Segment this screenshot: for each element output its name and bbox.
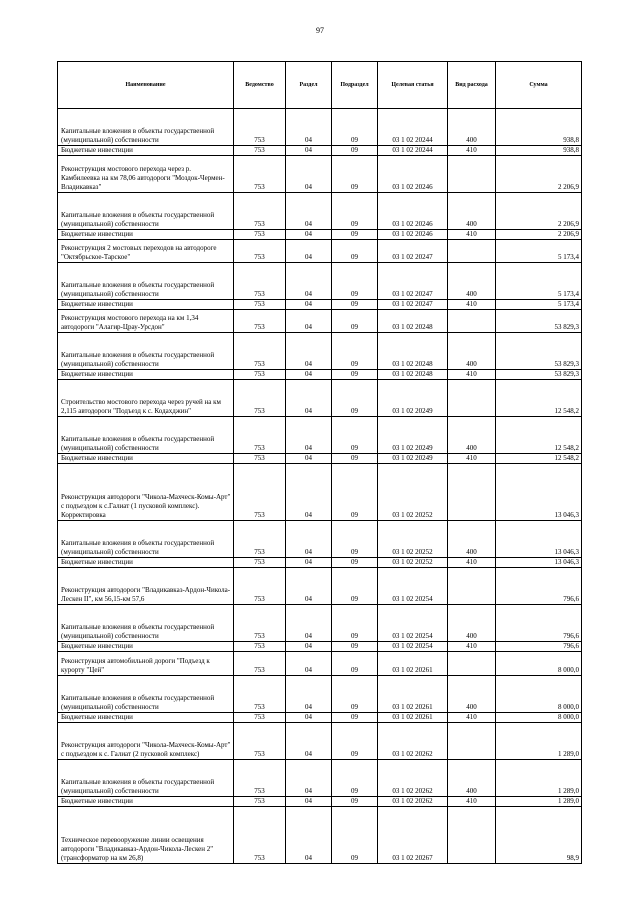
cell-section: 04 — [286, 605, 332, 642]
header-subsection: Подраздел — [332, 62, 378, 109]
cell-dept: 753 — [234, 417, 286, 454]
cell-name: Капитальные вложения в объекты государственной (муниципальной) собственности — [58, 760, 234, 797]
cell-section: 04 — [286, 464, 332, 521]
cell-type: 410 — [448, 300, 496, 310]
cell-section: 04 — [286, 300, 332, 310]
cell-dept: 753 — [234, 193, 286, 230]
cell-target: 03 1 02 20247 — [378, 300, 448, 310]
cell-subsection: 09 — [332, 193, 378, 230]
table-header-row — [58, 62, 582, 109]
cell-type: 410 — [448, 558, 496, 568]
cell-subsection: 09 — [332, 230, 378, 240]
cell-dept: 753 — [234, 807, 286, 864]
cell-subsection: 09 — [332, 263, 378, 300]
cell-target: 03 1 02 20254 — [378, 605, 448, 642]
cell-target: 03 1 02 20244 — [378, 109, 448, 146]
cell-sum: 938,8 — [496, 146, 582, 156]
header-expense-type: Вид расхода — [448, 62, 496, 109]
cell-sum: 12 548,2 — [496, 454, 582, 464]
cell-section: 04 — [286, 240, 332, 263]
cell-name: Капитальные вложения в объекты государственной (муниципальной) собственности — [58, 521, 234, 558]
cell-subsection: 09 — [332, 310, 378, 333]
cell-subsection: 09 — [332, 676, 378, 713]
cell-section: 04 — [286, 797, 332, 807]
cell-type: 400 — [448, 676, 496, 713]
cell-dept: 753 — [234, 568, 286, 605]
cell-name: Бюджетные инвестиции — [58, 230, 234, 240]
cell-subsection: 09 — [332, 370, 378, 380]
cell-section: 04 — [286, 333, 332, 370]
cell-name: Капитальные вложения в объекты государственной (муниципальной) собственности — [58, 676, 234, 713]
budget-table — [57, 61, 582, 864]
cell-subsection: 09 — [332, 156, 378, 193]
cell-section: 04 — [286, 370, 332, 380]
cell-dept: 753 — [234, 605, 286, 642]
cell-sum: 1 289,0 — [496, 760, 582, 797]
cell-dept: 753 — [234, 713, 286, 723]
table-row — [58, 146, 582, 156]
cell-dept: 753 — [234, 652, 286, 676]
cell-subsection: 09 — [332, 464, 378, 521]
cell-name: Реконструкция автодороги "Владикавказ-Ардон-Чикола-Лескен II", км 56,15-км 57,6 — [58, 568, 234, 605]
cell-target: 03 1 02 20252 — [378, 464, 448, 521]
table-row — [58, 370, 582, 380]
cell-type: 410 — [448, 146, 496, 156]
cell-type: 410 — [448, 713, 496, 723]
cell-type: 400 — [448, 109, 496, 146]
cell-section: 04 — [286, 310, 332, 333]
table-row — [58, 193, 582, 230]
cell-sum: 2 206,9 — [496, 193, 582, 230]
header-target-article: Целевая статья — [378, 62, 448, 109]
cell-name: Бюджетные инвестиции — [58, 797, 234, 807]
cell-dept: 753 — [234, 797, 286, 807]
cell-subsection: 09 — [332, 652, 378, 676]
cell-target: 03 1 02 20261 — [378, 713, 448, 723]
cell-subsection: 09 — [332, 797, 378, 807]
cell-name: Реконструкция автодороги "Чикола-Махческ-Комы-Арт" с подъездом к с.Галиат (1 пусковой комплекс). Корректировка — [58, 464, 234, 521]
table-row — [58, 760, 582, 797]
cell-section: 04 — [286, 760, 332, 797]
cell-type: 400 — [448, 417, 496, 454]
cell-target: 03 1 02 20262 — [378, 760, 448, 797]
cell-target: 03 1 02 20249 — [378, 380, 448, 417]
cell-subsection: 09 — [332, 723, 378, 760]
cell-subsection: 09 — [332, 642, 378, 652]
cell-type: 400 — [448, 760, 496, 797]
table-row — [58, 807, 582, 864]
cell-subsection: 09 — [332, 713, 378, 723]
table-row — [58, 652, 582, 676]
cell-sum: 1 289,0 — [496, 723, 582, 760]
cell-name: Реконструкция автомобильной дороги "Подъезд к курорту "Цей" — [58, 652, 234, 676]
cell-target: 03 1 02 20248 — [378, 310, 448, 333]
cell-dept: 753 — [234, 558, 286, 568]
cell-type: 410 — [448, 797, 496, 807]
cell-name: Техническое перевооружение линии освещения автодороги "Владикавказ-Ардон-Чикола-Лескен 2" (трансформатор на км 26,8) — [58, 807, 234, 864]
cell-name: Реконструкция автодороги "Чикола-Махческ-Комы-Арт" с подъездом к с. Галиат (2 пусковой комплекс) — [58, 723, 234, 760]
cell-type: 400 — [448, 193, 496, 230]
cell-section: 04 — [286, 713, 332, 723]
cell-sum: 938,8 — [496, 109, 582, 146]
cell-section: 04 — [286, 568, 332, 605]
page-number: 97 — [316, 26, 324, 35]
cell-name: Бюджетные инвестиции — [58, 146, 234, 156]
cell-section: 04 — [286, 558, 332, 568]
cell-type — [448, 464, 496, 521]
cell-name: Бюджетные инвестиции — [58, 713, 234, 723]
cell-target: 03 1 02 20261 — [378, 652, 448, 676]
cell-name: Капитальные вложения в объекты государственной (муниципальной) собственности — [58, 193, 234, 230]
cell-name: Реконструкция 2 мостовых переходов на автодороге "Октябрьское-Тарское" — [58, 240, 234, 263]
cell-sum: 2 206,9 — [496, 230, 582, 240]
cell-section: 04 — [286, 230, 332, 240]
cell-section: 04 — [286, 109, 332, 146]
cell-type — [448, 652, 496, 676]
cell-sum: 53 829,3 — [496, 333, 582, 370]
cell-sum: 796,6 — [496, 605, 582, 642]
cell-name: Капитальные вложения в объекты государственной (муниципальной) собственности — [58, 605, 234, 642]
cell-name: Бюджетные инвестиции — [58, 642, 234, 652]
cell-section: 04 — [286, 723, 332, 760]
table-row — [58, 310, 582, 333]
cell-name: Капитальные вложения в объекты государственной (муниципальной) собственности — [58, 333, 234, 370]
cell-dept: 753 — [234, 240, 286, 263]
cell-type: 400 — [448, 333, 496, 370]
cell-sum: 12 548,2 — [496, 380, 582, 417]
cell-dept: 753 — [234, 156, 286, 193]
cell-section: 04 — [286, 380, 332, 417]
cell-section: 04 — [286, 521, 332, 558]
cell-subsection: 09 — [332, 417, 378, 454]
cell-type: 410 — [448, 454, 496, 464]
header-name: Наименование — [58, 62, 234, 109]
cell-dept: 753 — [234, 676, 286, 713]
cell-dept: 753 — [234, 146, 286, 156]
table-row — [58, 713, 582, 723]
cell-type: 410 — [448, 642, 496, 652]
cell-sum: 98,9 — [496, 807, 582, 864]
cell-target: 03 1 02 20254 — [378, 568, 448, 605]
header-section: Раздел — [286, 62, 332, 109]
cell-dept: 753 — [234, 333, 286, 370]
table-row — [58, 568, 582, 605]
cell-subsection: 09 — [332, 454, 378, 464]
cell-dept: 753 — [234, 263, 286, 300]
cell-section: 04 — [286, 263, 332, 300]
cell-target: 03 1 02 20252 — [378, 558, 448, 568]
cell-target: 03 1 02 20252 — [378, 521, 448, 558]
cell-name: Капитальные вложения в объекты государственной (муниципальной) собственности — [58, 263, 234, 300]
table-row — [58, 676, 582, 713]
header-department: Ведомство — [234, 62, 286, 109]
cell-target: 03 1 02 20261 — [378, 676, 448, 713]
cell-dept: 753 — [234, 300, 286, 310]
cell-target: 03 1 02 20247 — [378, 240, 448, 263]
cell-type — [448, 240, 496, 263]
cell-subsection: 09 — [332, 568, 378, 605]
table-row — [58, 723, 582, 760]
cell-name: Бюджетные инвестиции — [58, 454, 234, 464]
cell-target: 03 1 02 20248 — [378, 370, 448, 380]
cell-target: 03 1 02 20248 — [378, 333, 448, 370]
table-row — [58, 300, 582, 310]
cell-dept: 753 — [234, 642, 286, 652]
cell-name: Капитальные вложения в объекты государственной (муниципальной) собственности — [58, 109, 234, 146]
cell-sum: 796,6 — [496, 568, 582, 605]
cell-subsection: 09 — [332, 109, 378, 146]
cell-dept: 753 — [234, 230, 286, 240]
table-row — [58, 240, 582, 263]
cell-type — [448, 807, 496, 864]
cell-name: Бюджетные инвестиции — [58, 558, 234, 568]
cell-subsection: 09 — [332, 558, 378, 568]
cell-target: 03 1 02 20246 — [378, 193, 448, 230]
table-row — [58, 454, 582, 464]
table-row — [58, 230, 582, 240]
cell-name: Капитальные вложения в объекты государственной (муниципальной) собственности — [58, 417, 234, 454]
cell-dept: 753 — [234, 464, 286, 521]
cell-type — [448, 310, 496, 333]
cell-dept: 753 — [234, 723, 286, 760]
cell-type: 410 — [448, 230, 496, 240]
cell-dept: 753 — [234, 380, 286, 417]
cell-type: 410 — [448, 370, 496, 380]
table-row — [58, 605, 582, 642]
cell-subsection: 09 — [332, 605, 378, 642]
cell-type — [448, 156, 496, 193]
cell-name: Бюджетные инвестиции — [58, 300, 234, 310]
cell-target: 03 1 02 20249 — [378, 417, 448, 454]
cell-subsection: 09 — [332, 380, 378, 417]
cell-subsection: 09 — [332, 333, 378, 370]
table-body — [58, 109, 582, 864]
cell-sum: 13 046,3 — [496, 558, 582, 568]
cell-target: 03 1 02 20246 — [378, 156, 448, 193]
cell-section: 04 — [286, 676, 332, 713]
cell-dept: 753 — [234, 521, 286, 558]
cell-subsection: 09 — [332, 300, 378, 310]
table-row — [58, 417, 582, 454]
cell-dept: 753 — [234, 370, 286, 380]
cell-sum: 53 829,3 — [496, 370, 582, 380]
cell-subsection: 09 — [332, 760, 378, 797]
cell-section: 04 — [286, 807, 332, 864]
cell-type: 400 — [448, 605, 496, 642]
cell-subsection: 09 — [332, 521, 378, 558]
cell-type: 400 — [448, 521, 496, 558]
cell-name: Реконструкция мостового перехода на км 1,34 автодороги "Алагир-Црау-Урсдон" — [58, 310, 234, 333]
cell-target: 03 1 02 20262 — [378, 723, 448, 760]
cell-dept: 753 — [234, 109, 286, 146]
table-row — [58, 156, 582, 193]
cell-section: 04 — [286, 193, 332, 230]
cell-sum: 53 829,3 — [496, 310, 582, 333]
table-row — [58, 558, 582, 568]
table-row — [58, 263, 582, 300]
table-row — [58, 333, 582, 370]
cell-type — [448, 568, 496, 605]
table-row — [58, 642, 582, 652]
cell-subsection: 09 — [332, 240, 378, 263]
cell-dept: 753 — [234, 454, 286, 464]
cell-target: 03 1 02 20247 — [378, 263, 448, 300]
table-row — [58, 521, 582, 558]
cell-sum: 12 548,2 — [496, 417, 582, 454]
cell-sum: 8 000,0 — [496, 713, 582, 723]
table-row — [58, 797, 582, 807]
cell-sum: 5 173,4 — [496, 300, 582, 310]
cell-target: 03 1 02 20249 — [378, 454, 448, 464]
cell-section: 04 — [286, 417, 332, 454]
cell-type — [448, 723, 496, 760]
cell-target: 03 1 02 20267 — [378, 807, 448, 864]
cell-sum: 8 000,0 — [496, 676, 582, 713]
cell-subsection: 09 — [332, 807, 378, 864]
cell-target: 03 1 02 20244 — [378, 146, 448, 156]
cell-type — [448, 380, 496, 417]
cell-sum: 2 206,9 — [496, 156, 582, 193]
cell-sum: 13 046,3 — [496, 521, 582, 558]
cell-dept: 753 — [234, 310, 286, 333]
cell-sum: 13 046,3 — [496, 464, 582, 521]
cell-subsection: 09 — [332, 146, 378, 156]
cell-dept: 753 — [234, 760, 286, 797]
table-row — [58, 109, 582, 146]
cell-section: 04 — [286, 652, 332, 676]
cell-section: 04 — [286, 642, 332, 652]
cell-target: 03 1 02 20254 — [378, 642, 448, 652]
cell-name: Бюджетные инвестиции — [58, 370, 234, 380]
cell-sum: 5 173,4 — [496, 263, 582, 300]
cell-sum: 5 173,4 — [496, 240, 582, 263]
header-sum: Сумма — [496, 62, 582, 109]
cell-section: 04 — [286, 156, 332, 193]
cell-sum: 796,6 — [496, 642, 582, 652]
cell-section: 04 — [286, 146, 332, 156]
table-row — [58, 464, 582, 521]
cell-type: 400 — [448, 263, 496, 300]
table-row — [58, 380, 582, 417]
cell-target: 03 1 02 20246 — [378, 230, 448, 240]
cell-target: 03 1 02 20262 — [378, 797, 448, 807]
cell-sum: 1 289,0 — [496, 797, 582, 807]
cell-section: 04 — [286, 454, 332, 464]
cell-name: Реконструкция мостового перехода через р. Камбилеевка на км 78,06 автодороги "Моздок-Чермен-Владикавказ" — [58, 156, 234, 193]
cell-sum: 8 000,0 — [496, 652, 582, 676]
cell-name: Строительство мостового перехода через ручей на км 2,115 автодороги "Подъезд к с. Кодахджин" — [58, 380, 234, 417]
